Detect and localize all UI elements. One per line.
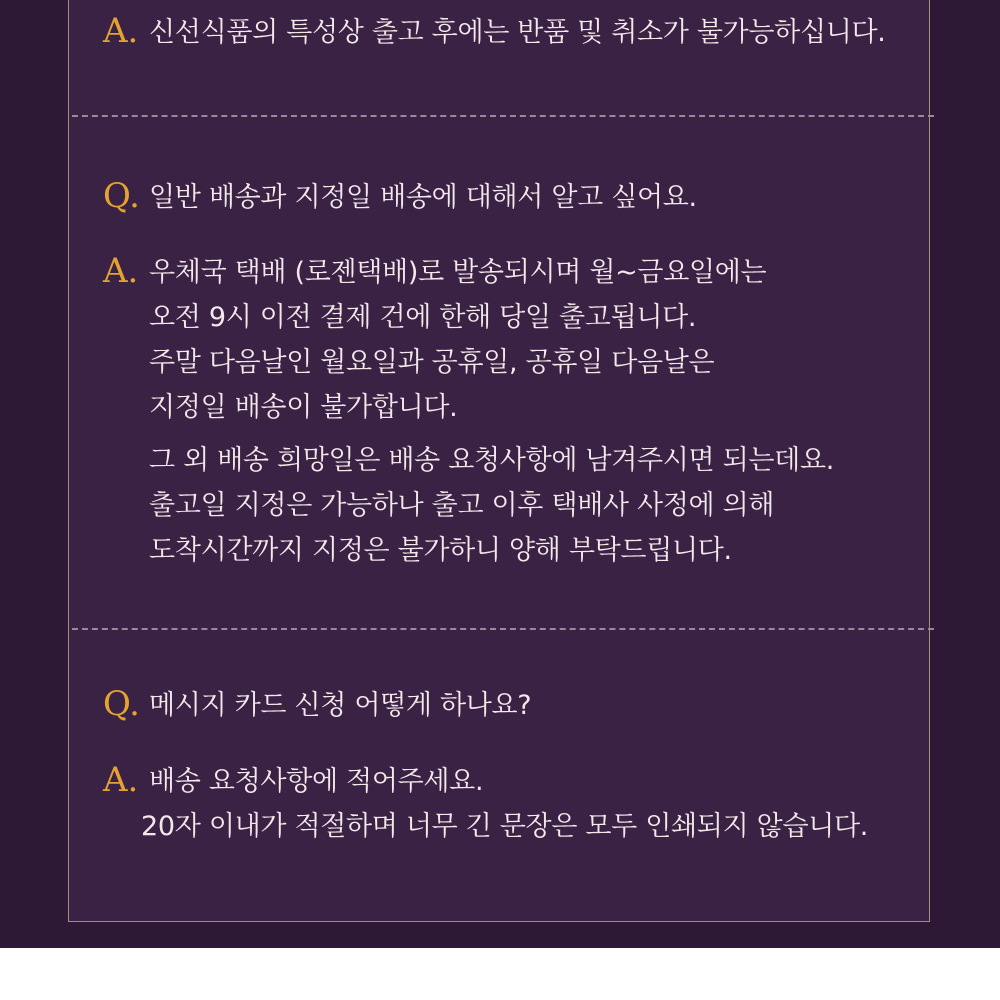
question-text: 메시지 카드 신청 어떻게 하나요? <box>149 690 532 721</box>
answer-line: 20자 이내가 적절하며 너무 긴 문장은 모두 인쇄되지 않습니다. <box>141 811 869 842</box>
question-text: 일반 배송과 지정일 배송에 대해서 알고 싶어요. <box>149 182 697 213</box>
question-mark: Q. <box>103 684 140 724</box>
answer-line: 배송 요청사항에 적어주세요. <box>149 766 484 797</box>
answer-line: 그 외 배송 희망일은 배송 요청사항에 남겨주시면 되는데요. <box>149 445 835 476</box>
answer-line: 출고일 지정은 가능하나 출고 이후 택배사 사정에 의해 <box>149 490 775 521</box>
answer-line: 도착시간까지 지정은 불가하니 양해 부탁드립니다. <box>149 535 732 566</box>
faq-divider <box>72 115 934 117</box>
next-section <box>0 948 1000 1000</box>
answer-line: 우체국 택배 (로젠택배)로 발송되시며 월~금요일에는 <box>149 257 767 288</box>
answer-line: 지정일 배송이 불가합니다. <box>149 392 458 423</box>
answer-line: 오전 9시 이전 결제 건에 한해 당일 출고됩니다. <box>149 302 697 333</box>
answer-mark: A. <box>103 251 139 291</box>
answer-line: 신선식품의 특성상 출고 후에는 반품 및 취소가 불가능하십니다. <box>149 17 886 48</box>
faq-divider <box>72 628 934 630</box>
question-mark: Q. <box>103 176 140 216</box>
answer-mark: A. <box>103 11 139 51</box>
answer-mark: A. <box>103 760 139 800</box>
answer-line: 주말 다음날인 월요일과 공휴일, 공휴일 다음날은 <box>149 347 715 378</box>
